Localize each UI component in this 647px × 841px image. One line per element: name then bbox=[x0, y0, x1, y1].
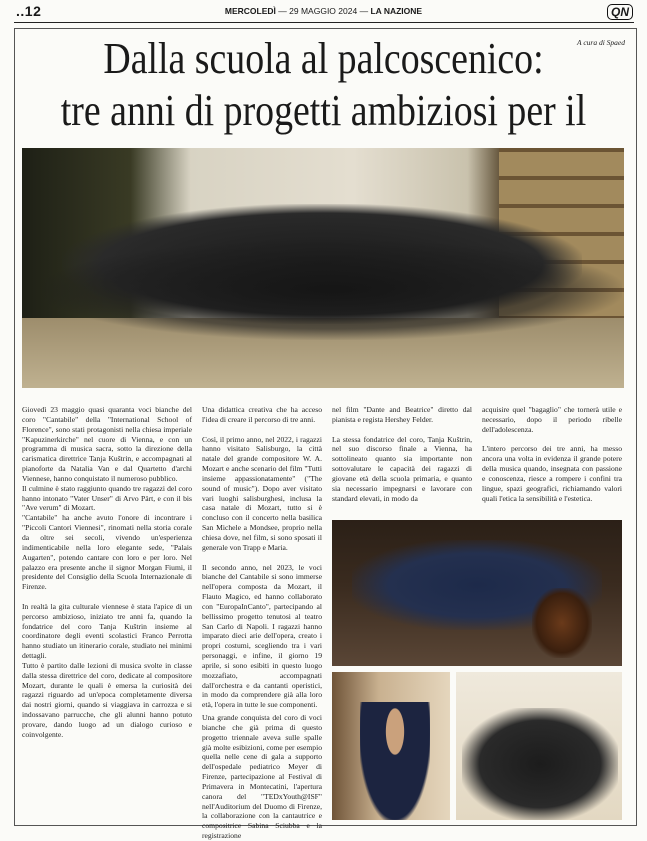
paragraph: In realtà la gita culturale viennese è stata l'apice di un percorso ambizioso, iniziato tre anni fa, quando la fondatrice del coro Tanja Kuštrin insieme al coordinatore degli eventi scolastici Franco Perrotta hanno studiato un itinerario corale, studiato nei minimi dettagli. bbox=[22, 601, 192, 661]
page-number: ..12 bbox=[16, 3, 42, 19]
article-column-3 bbox=[332, 405, 472, 503]
article-column-4 bbox=[482, 405, 622, 503]
paragraph: acquisire quel "bagaglio" che tornerà utile e necessario, dopo il periodo ribelle dell'adolescenza. bbox=[482, 405, 622, 434]
choir-front-row bbox=[42, 240, 622, 340]
paragraph: Il secondo anno, nel 2023, le voci bianche del Cantabile si sono immerse nell'opera composta da Mozart, il Flauto Magico, ed hanno collaborato con "EuropaInCanto", partecipando al bellissimo progetto tenutosi al teatro San Carlo di Napoli. I ragazzi hanno imparato dieci arie dell'opera, creato i propri costumi, scegliendo tra i vari personaggi, e infine, il giorno 19 aprile, si sono esibiti in questo luogo mozzafiato, accompagnati dall'orchestra e da cantanti operistici, in modo da comprendere già alla loro età, l'opera in tutte le sue componenti. bbox=[202, 562, 322, 710]
conductor-portrait-photo bbox=[332, 672, 450, 820]
paragraph: nel film "Dante and Beatrice" diretto dal pianista e regista Hershey Felder. bbox=[332, 405, 472, 424]
qn-logo: QN bbox=[607, 4, 633, 20]
article-column-2b bbox=[202, 713, 322, 841]
paragraph: "Cantabile" ha anche avuto l'onore di incontrare i "Piccoli Cantori Viennesi", rinomati nella storia corale da oltre sei secoli, vivendo un'esperienza indimenticabile nella loro elegante sede, "Palais Augarten", potendo cantare con loro e per loro. Nel palazzo era presente anche il signor Morgan Fiumi, il presidente del Consiglio della Scuola Internazionale di Firenze. bbox=[22, 513, 192, 592]
page-header bbox=[0, 0, 647, 22]
headline-line-2: tre anni di progetti ambiziosi per il bbox=[60, 86, 587, 135]
article-column-2 bbox=[202, 405, 322, 710]
main-choir-photo bbox=[22, 148, 624, 388]
paragraph: Il culmine è stato raggiunto quando tre ragazzi del coro hanno intonato "Vater Unser" di Arvo Pärt, e con il bis "Ave verum" di Mozart. bbox=[22, 483, 192, 513]
weekday: MERCOLEDÌ bbox=[224, 6, 276, 16]
paragraph: Così, il primo anno, nel 2022, i ragazzi hanno visitato Salisburgo, la città natale del grande compositore W. A. Mozart e anche scenario del film "Tutti insieme appassionatamente" ("The sound of music"). Dopo aver visitato vari luoghi salisburghesi, inclusa la casa natale di Mozart, tutto si è concluso con il concerto nella basilica San Michele a Mondsee, proprio nella chiesa dove, nel film, si sono sposati il generale von Trapp e Maria. bbox=[202, 434, 322, 552]
conductor-figure bbox=[360, 702, 430, 820]
curator-credit: A cura di Spaed bbox=[577, 38, 625, 47]
concert-photo bbox=[332, 520, 622, 666]
paragraph: Giovedì 23 maggio quasi quaranta voci bianche del coro "Cantabile" della "International School of Florence", sono stati protagonisti nella chiesa imperiale "Kapuzinerkirche" nel cuore di Vienna, e con un programma di musica sacra, sotto la direzione della carismatica direttrice Tanja Kuštrin, e accompagnati al pianoforte da Natalia Van e dal Quartetto d'archi Viennese, hanno conquistato il numeroso pubblico. bbox=[22, 405, 192, 483]
adults-group-photo bbox=[456, 672, 622, 820]
folio-line: MERCOLEDÌ — 29 MAGGIO 2024 — LA NAZIONE bbox=[224, 6, 423, 16]
paragraph: La stessa fondatrice del coro, Tanja Kuštrin, nel suo discorso finale a Vienna, ha sottolineato quanto sia importante non sottovalutare le capacità dei ragazzi di giovane età della scuola primaria, e quanto sia necessario impegnarsi e lavorare con standard elevati, in modo da bbox=[332, 434, 472, 503]
paragraph: Tutto è partito dalle lezioni di musica svolte in classe dalla stessa direttrice del coro, dedicate al compositore Mozart, durante le quali è emersa la curiosità dei ragazzi riguardo ad un'epoca completamente diversa dai nostri giorni, quando si viaggiava in carrozza e si indossavano parrucche, che gli alunni hanno potuto provare, dando luogo ad un dialogo curioso e coinvolgente. bbox=[22, 660, 192, 739]
cellist bbox=[532, 588, 592, 658]
date: 29 MAGGIO 2024 bbox=[289, 6, 358, 16]
headline-line-1: Dalla scuola al palcoscenico: bbox=[103, 34, 544, 83]
paragraph: L'intero percorso dei tre anni, ha messo ancora una volta in evidenza il grande potere della musica quando, insegnata con passione e conoscenza, riesce a rompere i confini tra lingue, spazi geografici, richiamando valori quali l'etica la sensibilità e l'estetica. bbox=[482, 444, 622, 503]
paragraph: Una didattica creativa che ha acceso l'idea di creare il percorso di tre anni. bbox=[202, 405, 322, 424]
paragraph: Una grande conquista del coro di voci bianche che già prima di questo progetto triennale aveva sulle spalle già molte esibizioni, come per esempio quella nelle cene di gala a supporto dell'ospedale pediatrico Meyer di Firenze, partecipazione al Festival di Primavera in Montecatini, l'apertura canora del "TEDxYouth@ISF" nell'Auditorium del Duomo di Firenze, la collaborazione con la cantautrice e compositrice Sabina Sciubba e la registrazione bbox=[202, 713, 322, 841]
publication-name: LA NAZIONE bbox=[370, 6, 423, 16]
group-people bbox=[462, 708, 618, 820]
article-column-1 bbox=[22, 405, 192, 740]
header-rule bbox=[14, 22, 634, 23]
